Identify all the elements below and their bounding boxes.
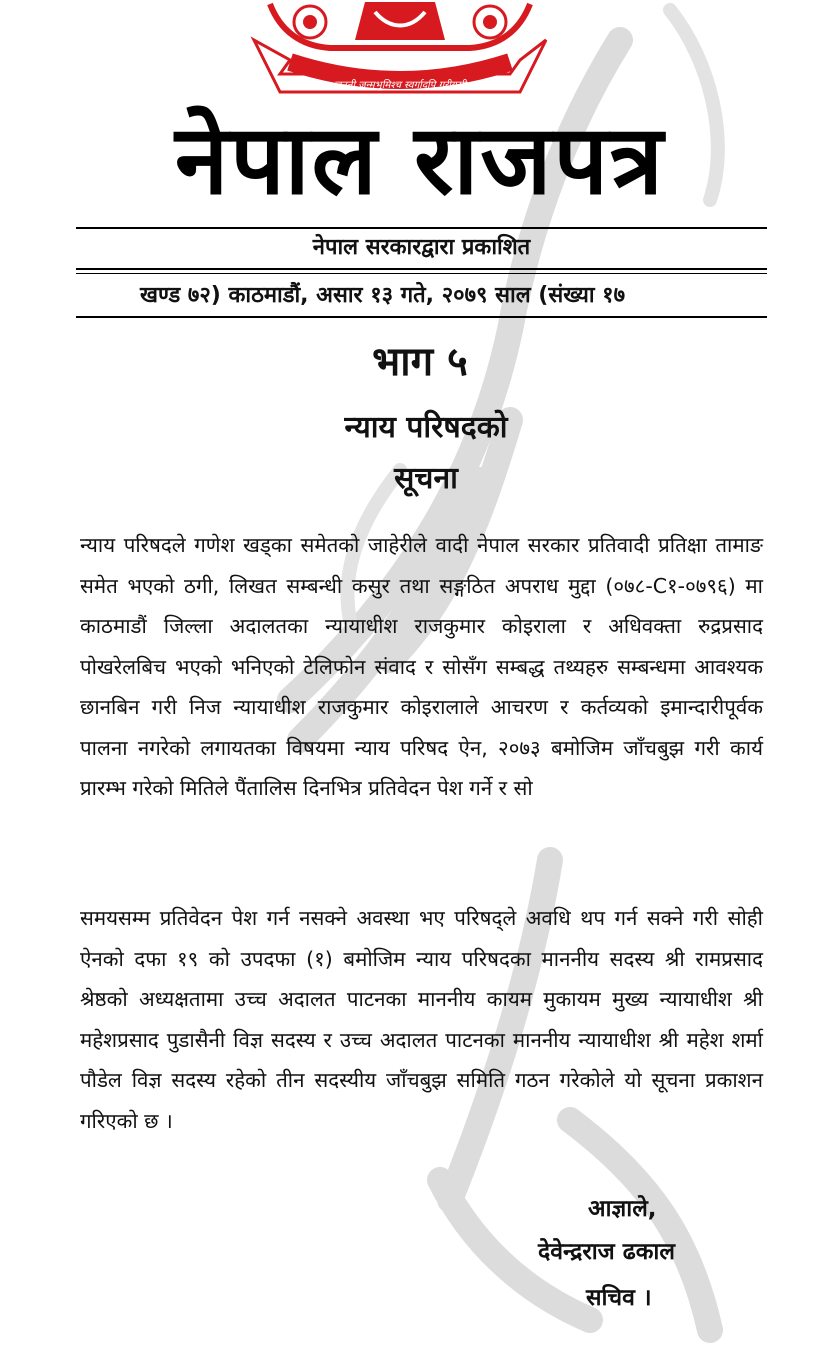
divider [76,227,767,229]
notice-from: न्याय परिषदको [344,410,508,445]
divider [76,268,767,270]
emblem-motto: जननी जन्मभूमिश्च स्वर्गादपि गरीयसी [333,80,467,91]
issue-line: खण्ड ७२) काठमाडौं, असार १३ गते, २०७९ साल (संख्या १७ [140,283,626,308]
body-paragraph: न्याय परिषदले गणेश खड्का समेतको जाहेरीले वादी नेपाल सरकार प्रतिवादी प्रतिक्षा तामाङ समेत भएको ठगी, लिखत सम्बन्धी कसुर तथा सङ्गठित अपराध मुद्दा (०७८-C१-०७९६) मा काठमाडौं जिल्ला अदालतका न्यायाधीश राजकुमार कोइराला र अधिवक्ता रुद्रप्रसाद पोखरेलबिच भएको भनिएको टेलिफोन संवाद र सोसँग सम्बद्ध तथ्यहरु सम्बन्धमा आवश्यक छानबिन गरी निज न्यायाधीश राजकुमार कोइरालाले आचरण र कर्तव्यको इमान्दारीपूर्वक पालना नगरेको लगायतका विषयमा न्याय परिषद ऐन, २०७३ बमोजिम जाँचबुझ गरी कार्य प्रारम्भ गरेको मितिले पैंतालिस दिनभित्र प्रतिवेदन पेश गर्ने र सो [80,533,763,800]
part-title: भाग ५ [372,339,468,385]
signatory-name: देवेन्द्रराज ढकाल [538,1239,675,1265]
signatory-designation: सचिव । [586,1285,652,1311]
emblem-icon [250,0,550,98]
notice-title: सूचना [394,461,458,496]
publisher-line: नेपाल सरकारद्वारा प्रकाशित [312,235,531,260]
nepal-emblem [250,0,550,98]
divider [76,273,767,274]
signature-order-line: आज्ञाले, [588,1196,657,1222]
divider [76,316,767,318]
gazette-title: नेपाल राजपत्र [174,104,666,216]
body-paragraph: समयसम्म प्रतिवेदन पेश गर्न नसक्ने अवस्था भए परिषद्ले अवधि थप गर्न सक्ने गरी सोही ऐनको दफा १९ को उपदफा (१) बमोजिम न्याय परिषदका माननीय सदस्य श्री रामप्रसाद श्रेष्ठको अध्यक्षतामा उच्च अदालत पाटनका माननीय कायम मुकायम मुख्य न्यायाधीश श्री महेशप्रसाद पुडासैनी विज्ञ सदस्य र उच्च अदालत पाटनका माननीय न्यायाधीश श्री महेश शर्मा पौडेल विज्ञ सदस्य रहेको तीन सदस्यीय जाँचबुझ समिति गठन गरेकोले यो सूचना प्रकाशन गरिएको छ । [80,906,763,1133]
